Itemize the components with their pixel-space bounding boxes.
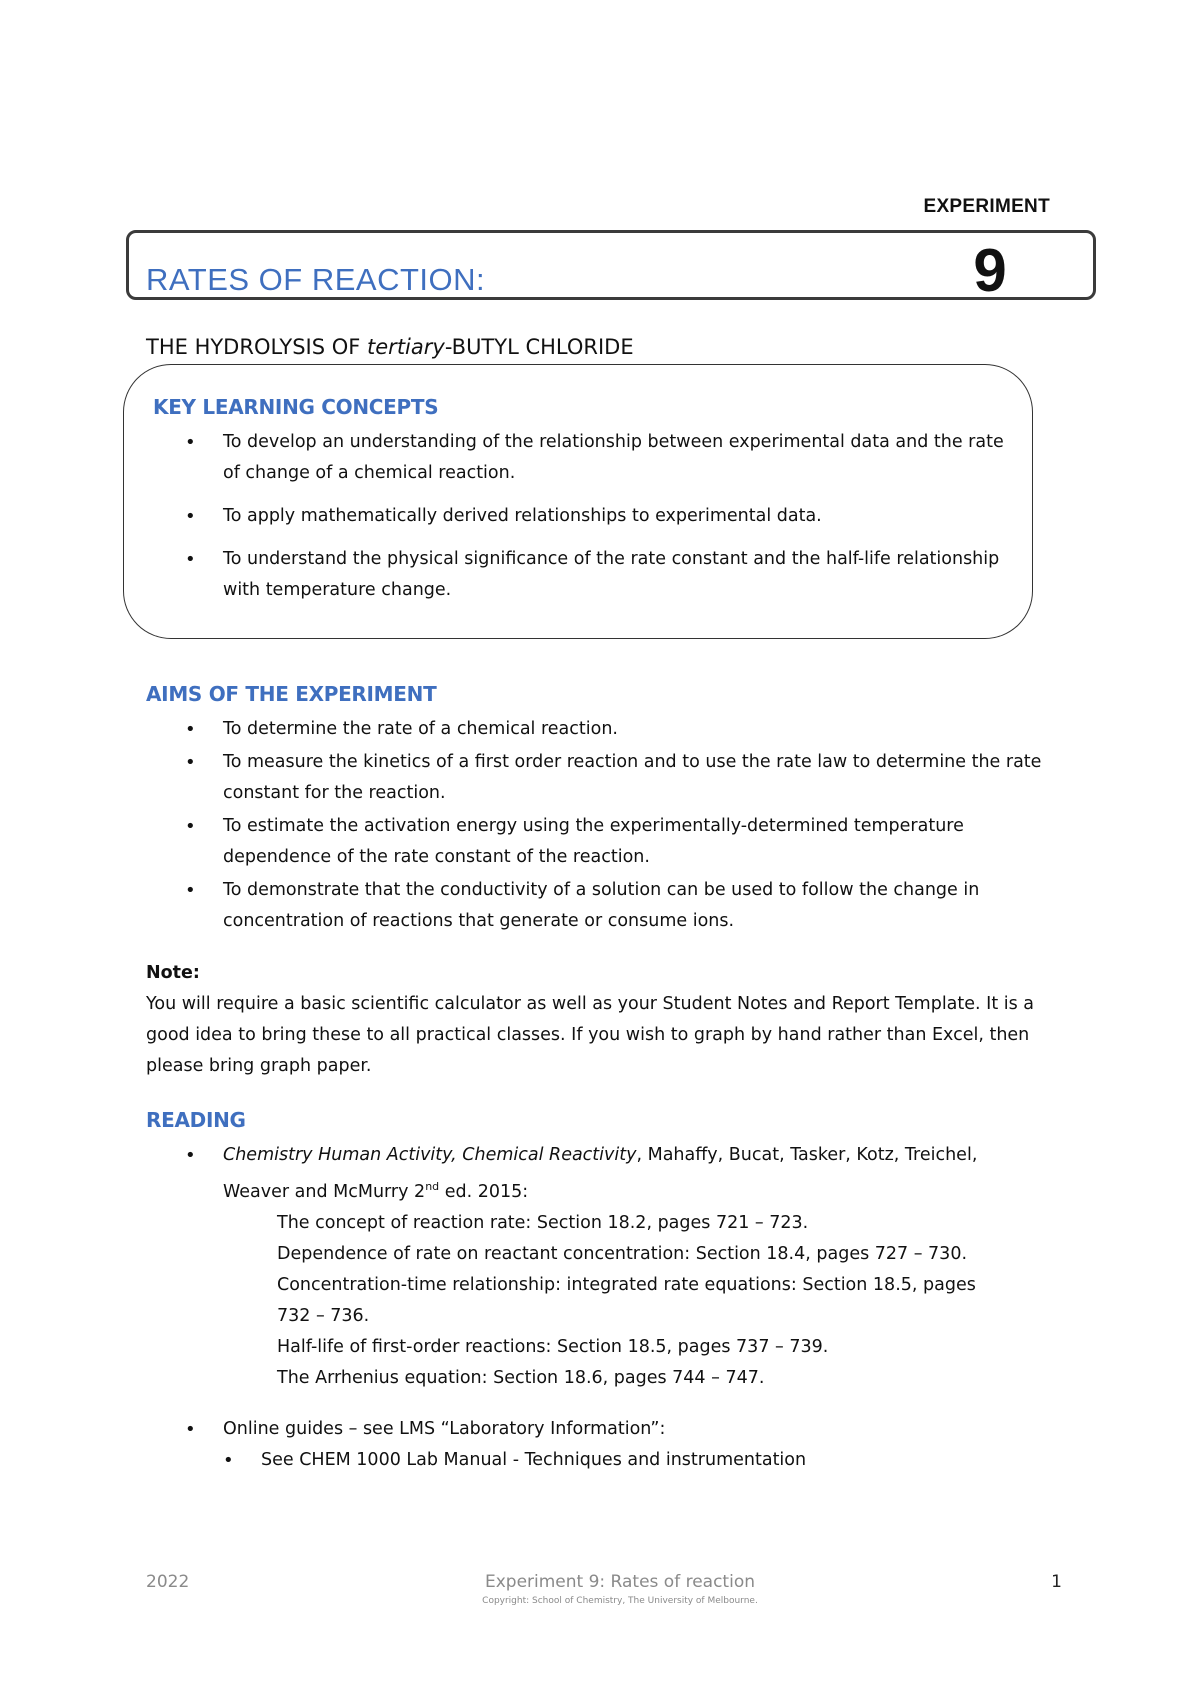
experiment-number: 9 <box>973 237 1007 304</box>
reading-section: The concept of reaction rate: Section 18.2, pages 721 – 723. <box>277 1212 809 1233</box>
reading-book <box>185 1140 1045 1394</box>
book-edition: ed. 2015: <box>439 1181 529 1202</box>
aims-heading: AIMS OF THE EXPERIMENT <box>146 682 437 706</box>
list-item: • To develop an understanding of the relationship between experimental data and the rate of change of a chemical reaction. <box>185 427 1005 489</box>
aims-list <box>185 714 1045 939</box>
book-edition-sup: nd <box>425 1180 440 1193</box>
list-item: • To understand the physical significance of the rate constant and the half-life relationship with temperature change. <box>185 544 1005 606</box>
online-guides: Online guides – see LMS “Laboratory Information”: <box>223 1418 666 1439</box>
list-item: • To apply mathematically derived relationships to experimental data. <box>185 501 1005 532</box>
list-item: • To demonstrate that the conductivity of a solution can be used to follow the change in concentration of reactions that generate or consume ions. <box>185 875 1045 937</box>
reading-sections <box>223 1208 1045 1394</box>
book-title: Chemistry Human Activity, Chemical Reactivity <box>223 1145 637 1165</box>
page-title: RATES OF REACTION: <box>146 262 486 297</box>
key-concepts-heading: KEY LEARNING CONCEPTS <box>153 395 439 419</box>
list-item: • To determine the rate of a chemical reaction. <box>185 714 1045 745</box>
footer-copyright: Copyright: School of Chemistry, The University of Melbourne. <box>482 1596 758 1606</box>
reading-section: Concentration-time relationship: integrated rate equations: Section 18.5, pages 732 – 736. <box>277 1274 976 1326</box>
reading-section: The Arrhenius equation: Section 18.6, pages 744 – 747. <box>277 1367 765 1388</box>
online-sub-item: • See CHEM 1000 Lab Manual - Techniques and instrumentation <box>223 1445 1045 1476</box>
note-text: You will require a basic scientific calculator as well as your Student Notes and Report Template. It is a good idea to bring these to all practical classes. If you wish to graph by hand rather than Excel, then please bring graph paper. <box>146 994 1035 1076</box>
note-section <box>146 958 1066 1082</box>
subtitle-post: -BUTYL CHLORIDE <box>444 335 634 359</box>
subtitle-pre: THE HYDROLYSIS OF <box>146 335 368 359</box>
footer-year: 2022 <box>146 1572 190 1592</box>
reading-list <box>185 1140 1045 1476</box>
footer-page-number: 1 <box>1051 1572 1062 1592</box>
key-concepts-list <box>185 427 1005 618</box>
list-item: • To measure the kinetics of a first order reaction and to use the rate law to determine the rate constant for the reaction. <box>185 747 1045 809</box>
experiment-label: EXPERIMENT <box>923 196 1050 217</box>
footer-title: Experiment 9: Rates of reaction <box>484 1572 755 1592</box>
subtitle-italic: tertiary <box>367 335 445 359</box>
list-item: • To estimate the activation energy using the experimentally-determined temperature dependence of the rate constant of the reaction. <box>185 811 1045 873</box>
book-authors: , Mahaffy, Bucat, Tasker, Kotz, Treichel, Weaver and McMurry 2 <box>223 1145 978 1202</box>
reading-section: Dependence of rate on reactant concentration: Section 18.4, pages 727 – 730. <box>277 1243 968 1264</box>
note-heading: Note: <box>146 963 200 983</box>
reading-heading: READING <box>146 1108 246 1132</box>
reading-section: Half-life of first-order reactions: Section 18.5, pages 737 – 739. <box>277 1336 829 1357</box>
reading-online <box>185 1414 1045 1476</box>
page-subtitle <box>146 335 634 359</box>
